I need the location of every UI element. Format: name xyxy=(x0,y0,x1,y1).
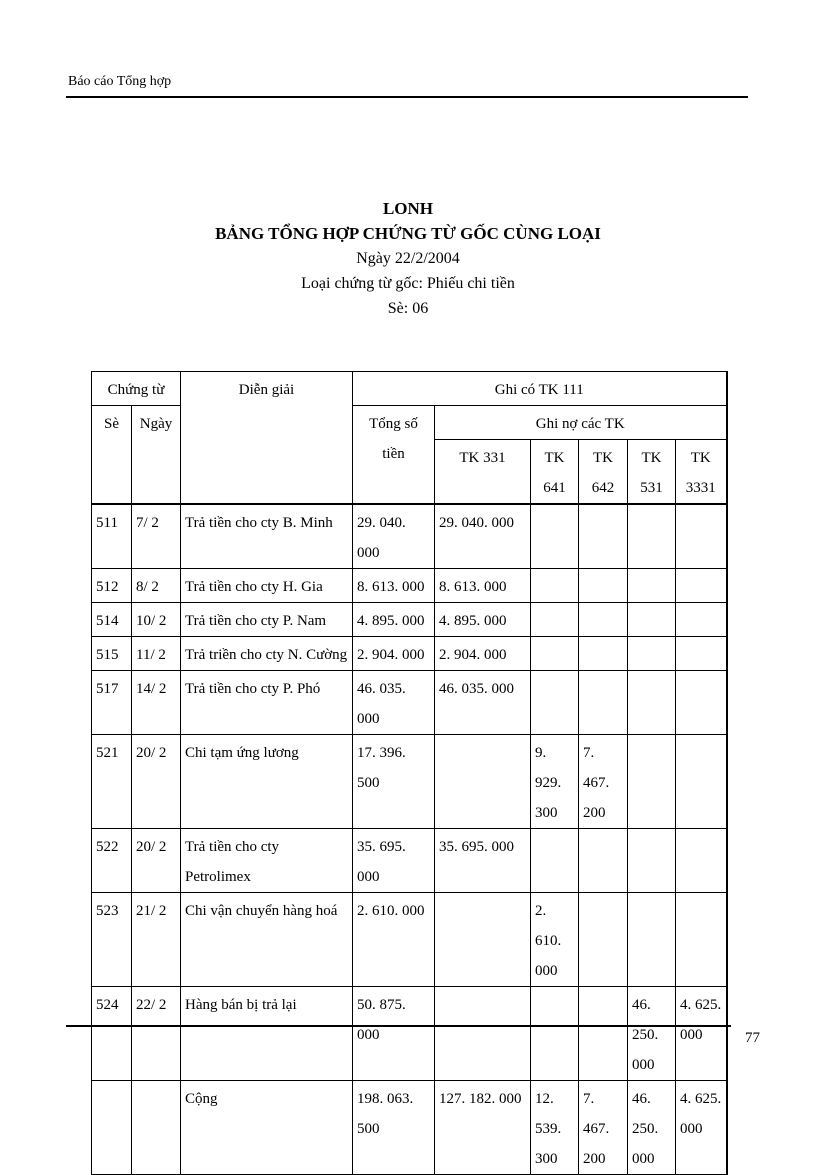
tk641-cell xyxy=(531,569,579,603)
voucher-summary-table xyxy=(91,371,728,1175)
header-description: Diễn giải xyxy=(181,372,353,505)
tk3331-cell xyxy=(676,569,727,603)
tk331-cell: 29. 040. 000 xyxy=(435,504,531,569)
description-cell: Trả tiền cho cty B. Minh xyxy=(181,504,353,569)
voucher-no-cell: 523 xyxy=(92,893,132,987)
description-cell: Trả triền cho cty N. Cường xyxy=(181,637,353,671)
header-tk642: TK 642 xyxy=(579,440,628,505)
tk3331-cell xyxy=(676,504,727,569)
tk642-cell xyxy=(579,671,628,735)
tk331-total-cell: 127. 182. 000 xyxy=(435,1081,531,1175)
tk331-cell: 35. 695. 000 xyxy=(435,829,531,893)
tk331-cell xyxy=(435,987,531,1081)
tk641-cell xyxy=(531,671,579,735)
tk642-cell xyxy=(579,893,628,987)
tk531-cell xyxy=(628,893,676,987)
description-cell: Trả tiền cho cty P. Nam xyxy=(181,603,353,637)
voucher-no-cell: 522 xyxy=(92,829,132,893)
table-row xyxy=(92,603,727,637)
header-debit-accounts: Ghi nợ các TK xyxy=(435,406,727,440)
tk531-total-cell: 46. 250. 000 xyxy=(628,1081,676,1175)
voucher-no-cell: 517 xyxy=(92,671,132,735)
tk641-cell xyxy=(531,504,579,569)
header-tk531: TK 531 xyxy=(628,440,676,505)
header-voucher: Chứng từ xyxy=(92,372,181,406)
total-row xyxy=(92,1081,727,1175)
table-row xyxy=(92,829,727,893)
tk641-cell xyxy=(531,987,579,1081)
tk531-cell xyxy=(628,603,676,637)
tk331-cell: 2. 904. 000 xyxy=(435,637,531,671)
voucher-date-cell: 21/ 2 xyxy=(132,893,181,987)
tk642-cell xyxy=(579,504,628,569)
tk531-cell xyxy=(628,671,676,735)
tk531-cell xyxy=(628,569,676,603)
tk3331-cell xyxy=(676,637,727,671)
page-number: 77 xyxy=(745,1030,760,1046)
header-total: Tổng số tiền xyxy=(353,406,435,505)
description-cell: Trả tiền cho cty Petrolimex xyxy=(181,829,353,893)
company-name: LONH xyxy=(382,199,434,218)
voucher-date-cell: 22/ 2 xyxy=(132,987,181,1081)
table-row xyxy=(92,569,727,603)
tk531-cell xyxy=(628,829,676,893)
tk3331-cell xyxy=(676,735,727,829)
voucher-date-cell: 20/ 2 xyxy=(132,829,181,893)
tk3331-cell xyxy=(676,671,727,735)
total-cell: 2. 610. 000 xyxy=(353,893,435,987)
voucher-no-cell: 515 xyxy=(92,637,132,671)
voucher-no-cell: 514 xyxy=(92,603,132,637)
table-row xyxy=(92,735,727,829)
grand-total-cell: 198. 063. 500 xyxy=(353,1081,435,1175)
table-row xyxy=(92,671,727,735)
table-row xyxy=(92,637,727,671)
voucher-date-cell: 8/ 2 xyxy=(132,569,181,603)
tk641-cell xyxy=(531,603,579,637)
header-tk331: TK 331 xyxy=(435,440,531,505)
tk331-cell xyxy=(435,893,531,987)
document-type: Loại chứng từ gốc: Phiếu chi tiền xyxy=(301,275,515,292)
tk642-cell xyxy=(579,637,628,671)
table-row xyxy=(92,987,727,1081)
tk331-cell xyxy=(435,735,531,829)
tk642-cell xyxy=(579,603,628,637)
total-cell: 8. 613. 000 xyxy=(353,569,435,603)
document-titles xyxy=(0,196,816,321)
tk642-cell: 7. 467. 200 xyxy=(579,735,628,829)
tk641-total-cell: 12. 539. 300 xyxy=(531,1081,579,1175)
header-rule xyxy=(66,96,748,98)
voucher-date-cell: 10/ 2 xyxy=(132,603,181,637)
tk331-cell: 46. 035. 000 xyxy=(435,671,531,735)
header-voucher-date: Ngày xyxy=(132,406,181,505)
voucher-date-cell: 11/ 2 xyxy=(132,637,181,671)
tk3331-cell xyxy=(676,829,727,893)
description-cell: Chi tạm ứng lương xyxy=(181,735,353,829)
voucher-date-cell: 14/ 2 xyxy=(132,671,181,735)
header-tk641: TK 641 xyxy=(531,440,579,505)
tk642-cell xyxy=(579,569,628,603)
tk3331-cell: 4. 625. 000 xyxy=(676,987,727,1081)
voucher-date-cell: 7/ 2 xyxy=(132,504,181,569)
tk641-cell: 2. 610. 000 xyxy=(531,893,579,987)
tk531-cell: 46. 250. 000 xyxy=(628,987,676,1081)
description-cell: Hàng bán bị trả lại xyxy=(181,987,353,1081)
tk642-cell xyxy=(579,829,628,893)
tk3331-total-cell: 4. 625. 000 xyxy=(676,1081,727,1175)
voucher-no-cell: 512 xyxy=(92,569,132,603)
voucher-no-cell: 511 xyxy=(92,504,132,569)
description-cell: Chi vận chuyển hàng hoá xyxy=(181,893,353,987)
footer-rule xyxy=(66,1025,731,1027)
voucher-date-cell: 20/ 2 xyxy=(132,735,181,829)
header-voucher-no: Sè xyxy=(92,406,132,505)
total-cell: 35. 695. 000 xyxy=(353,829,435,893)
total-cell: 4. 895. 000 xyxy=(353,603,435,637)
tk3331-cell xyxy=(676,603,727,637)
tk531-cell xyxy=(628,735,676,829)
tk641-cell: 9. 929. 300 xyxy=(531,735,579,829)
voucher-no-cell: 524 xyxy=(92,987,132,1081)
tk642-total-cell: 7. 467. 200 xyxy=(579,1081,628,1175)
document-date: Ngày 22/2/2004 xyxy=(356,250,460,267)
total-cell: 17. 396. 500 xyxy=(353,735,435,829)
header-tk3331: TK 3331 xyxy=(676,440,727,505)
table-row xyxy=(92,504,727,569)
total-cell: 46. 035. 000 xyxy=(353,671,435,735)
header-credit-tk111: Ghi có TK 111 xyxy=(353,372,727,406)
total-cell: 29. 040. 000 xyxy=(353,504,435,569)
document-title: BẢNG TỔNG HỢP CHỨNG TỪ GỐC CÙNG LOẠI xyxy=(215,224,601,243)
tk641-cell xyxy=(531,637,579,671)
voucher-no-cell xyxy=(92,1081,132,1175)
tk331-cell: 8. 613. 000 xyxy=(435,569,531,603)
tk331-cell: 4. 895. 000 xyxy=(435,603,531,637)
total-cell: 50. 875. 000 xyxy=(353,987,435,1081)
tk641-cell xyxy=(531,829,579,893)
description-cell: Trả tiền cho cty P. Phó xyxy=(181,671,353,735)
voucher-date-cell xyxy=(132,1081,181,1175)
tk3331-cell xyxy=(676,893,727,987)
tk642-cell xyxy=(579,987,628,1081)
document-number: Sè: 06 xyxy=(387,300,429,317)
total-label-cell: Cộng xyxy=(181,1081,353,1175)
running-header: Báo cáo Tổng hợp xyxy=(68,74,172,89)
description-cell: Trả tiền cho cty H. Gia xyxy=(181,569,353,603)
tk531-cell xyxy=(628,504,676,569)
voucher-no-cell: 521 xyxy=(92,735,132,829)
tk531-cell xyxy=(628,637,676,671)
table-row xyxy=(92,893,727,987)
total-cell: 2. 904. 000 xyxy=(353,637,435,671)
